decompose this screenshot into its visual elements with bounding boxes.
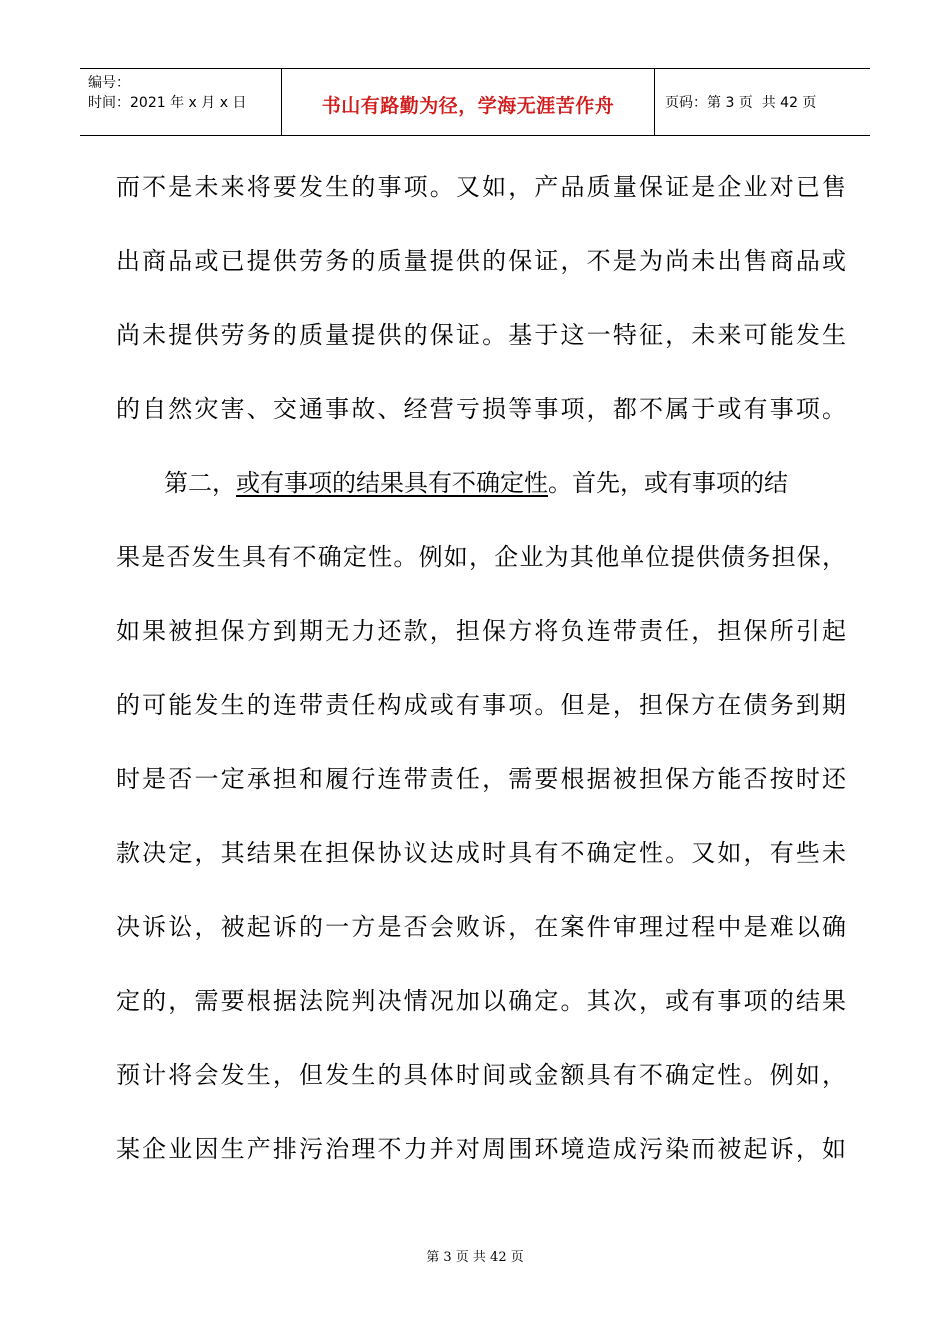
body-line: 时是否一定承担和履行连带责任，需要根据被担保方能否按时还 bbox=[116, 765, 846, 793]
body-line: 如果被担保方到期无力还款，担保方将负连带责任，担保所引起 bbox=[116, 617, 846, 645]
document-number-label: 编号： bbox=[88, 75, 130, 91]
paragraph-two-first-line bbox=[116, 446, 846, 520]
body-line: 某企业因生产排污治理不力并对周围环境造成污染而被起诉，如 bbox=[116, 1135, 846, 1163]
body-line: 出商品或已提供劳务的质量提供的保证，不是为尚未出售商品或 bbox=[116, 247, 846, 275]
page-footer: 第 3 页 共 42 页 bbox=[426, 1250, 524, 1265]
header-page-cell bbox=[655, 69, 870, 135]
document-body bbox=[116, 150, 846, 1186]
document-header bbox=[80, 68, 870, 136]
body-line: 尚未提供劳务的质量提供的保证。基于这一特征，未来可能发生 bbox=[116, 321, 846, 349]
paragraph-two-suffix: 。首先，或有事项的结 bbox=[548, 469, 788, 497]
header-meta-cell bbox=[80, 69, 282, 135]
header-motto: 书山有路勤为径，学海无涯苦作舟 bbox=[321, 94, 615, 117]
header-page-label: 页码：第 3 页 共 42 页 bbox=[665, 95, 817, 111]
body-line: 果是否发生具有不确定性。例如，企业为其他单位提供债务担保， bbox=[116, 543, 846, 571]
body-line: 的可能发生的连带责任构成或有事项。但是，担保方在债务到期 bbox=[116, 691, 846, 719]
document-date-label: 时间：2021 年 x 月 x 日 bbox=[88, 95, 247, 111]
body-line: 预计将会发生，但发生的具体时间或金额具有不确定性。例如， bbox=[116, 1061, 846, 1089]
body-line: 款决定，其结果在担保协议达成时具有不确定性。又如，有些未 bbox=[116, 839, 846, 867]
body-line: 决诉讼，被起诉的一方是否会败诉，在案件审理过程中是难以确 bbox=[116, 913, 846, 941]
body-line: 而不是未来将要发生的事项。又如，产品质量保证是企业对已售 bbox=[116, 173, 846, 201]
paragraph-two-prefix: 第二， bbox=[164, 469, 236, 497]
body-line: 的自然灾害、交通事故、经营亏损等事项，都不属于或有事项。 bbox=[116, 395, 846, 423]
underlined-phrase: 或有事项的结果具有不确定性 bbox=[236, 469, 548, 497]
header-motto-cell bbox=[282, 69, 655, 135]
body-line: 定的，需要根据法院判决情况加以确定。其次，或有事项的结果 bbox=[116, 987, 846, 1015]
